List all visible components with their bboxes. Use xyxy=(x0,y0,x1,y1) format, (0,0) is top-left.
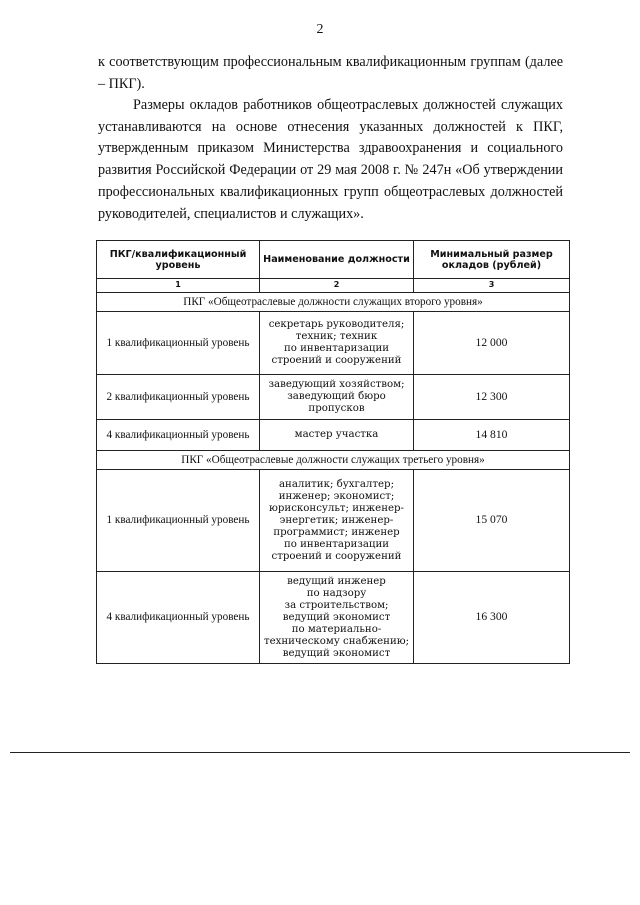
page-number: 2 xyxy=(316,22,324,37)
table-row xyxy=(97,420,570,451)
position-line: юрисконсульт; инженер- xyxy=(269,502,404,514)
salary-value: 14 810 xyxy=(414,420,570,451)
table-row xyxy=(97,375,570,420)
qualification-level: 4 квалификационный уровень xyxy=(97,572,260,664)
position-line: строений и сооружений xyxy=(271,355,402,366)
qualification-level: 1 квалификационный уровень xyxy=(97,312,260,375)
table-row xyxy=(97,470,570,572)
group-title: ПКГ «Общеотраслевые должности служащих второго уровня» xyxy=(97,293,570,312)
table-row xyxy=(97,572,570,664)
column-number: 2 xyxy=(260,279,414,293)
salary-value: 12 000 xyxy=(414,312,570,375)
position-line: мастер участка xyxy=(294,429,379,440)
position-line: ведущий инженер xyxy=(287,575,386,587)
salary-table xyxy=(96,240,570,664)
position-line: секретарь руководителя; xyxy=(268,319,405,330)
intro-paragraph: к соответствующим профессиональным квалификационным группам (далее – ПКГ). xyxy=(98,54,563,92)
salary-value: 12 300 xyxy=(414,375,570,420)
position-line: за строительством; xyxy=(284,599,389,611)
position-line: техническому снабжению; xyxy=(263,635,410,647)
position-names xyxy=(260,572,414,664)
column-number: 1 xyxy=(97,279,260,293)
position-line: пропусков xyxy=(308,403,365,414)
position-line: заведующий хозяйством; xyxy=(268,379,405,390)
header-position: Наименование должности xyxy=(260,241,414,279)
position-line: по надзору xyxy=(306,587,367,599)
position-names xyxy=(260,312,414,375)
qualification-level: 1 квалификационный уровень xyxy=(97,470,260,572)
position-line: ведущий экономист xyxy=(282,647,391,659)
group-title-row xyxy=(97,451,570,470)
salary-value: 16 300 xyxy=(414,572,570,664)
group-title-row xyxy=(97,293,570,312)
position-names xyxy=(260,420,414,451)
position-line: по материально- xyxy=(291,623,382,635)
column-number-row xyxy=(97,279,570,293)
group-title: ПКГ «Общеотраслевые должности служащих третьего уровня» xyxy=(97,451,570,470)
header-salary: Минимальный размер окладов (рублей) xyxy=(414,241,570,279)
position-line: аналитик; бухгалтер; xyxy=(278,478,395,490)
qualification-level: 4 квалификационный уровень xyxy=(97,420,260,451)
column-number: 3 xyxy=(414,279,570,293)
position-line: заведующий бюро xyxy=(287,391,386,402)
position-line: энергетик; инженер- xyxy=(279,514,394,526)
salary-basis-paragraph: Размеры окладов работников общеотраслевых должностей служащих устанавливаются на основе отнесения указанных должностей к ПКГ, утвержденным приказом Министерства здравоохранения и социального развития Российской Федерации от 29 мая 2008 г. № 247н «Об утверждении профессиональных квалификационных групп общеотраслевых должностей руководителей, специалистов и служащих». xyxy=(98,97,563,222)
header-level: ПКГ/квалификационный уровень xyxy=(97,241,260,279)
salary-value: 15 070 xyxy=(414,470,570,572)
position-line: программист; инженер xyxy=(273,526,400,538)
position-line: по инвентаризации xyxy=(283,538,390,550)
page-footer-divider xyxy=(10,752,630,753)
position-names xyxy=(260,470,414,572)
qualification-level: 2 квалификационный уровень xyxy=(97,375,260,420)
position-names xyxy=(260,375,414,420)
position-line: ведущий экономист xyxy=(282,611,391,623)
position-line: строений и сооружений xyxy=(271,550,402,562)
position-line: по инвентаризации xyxy=(283,343,390,354)
position-line: инженер; экономист; xyxy=(278,490,395,502)
position-line: техник; техник xyxy=(295,331,378,342)
table-header-row xyxy=(97,241,570,279)
table-row xyxy=(97,312,570,375)
